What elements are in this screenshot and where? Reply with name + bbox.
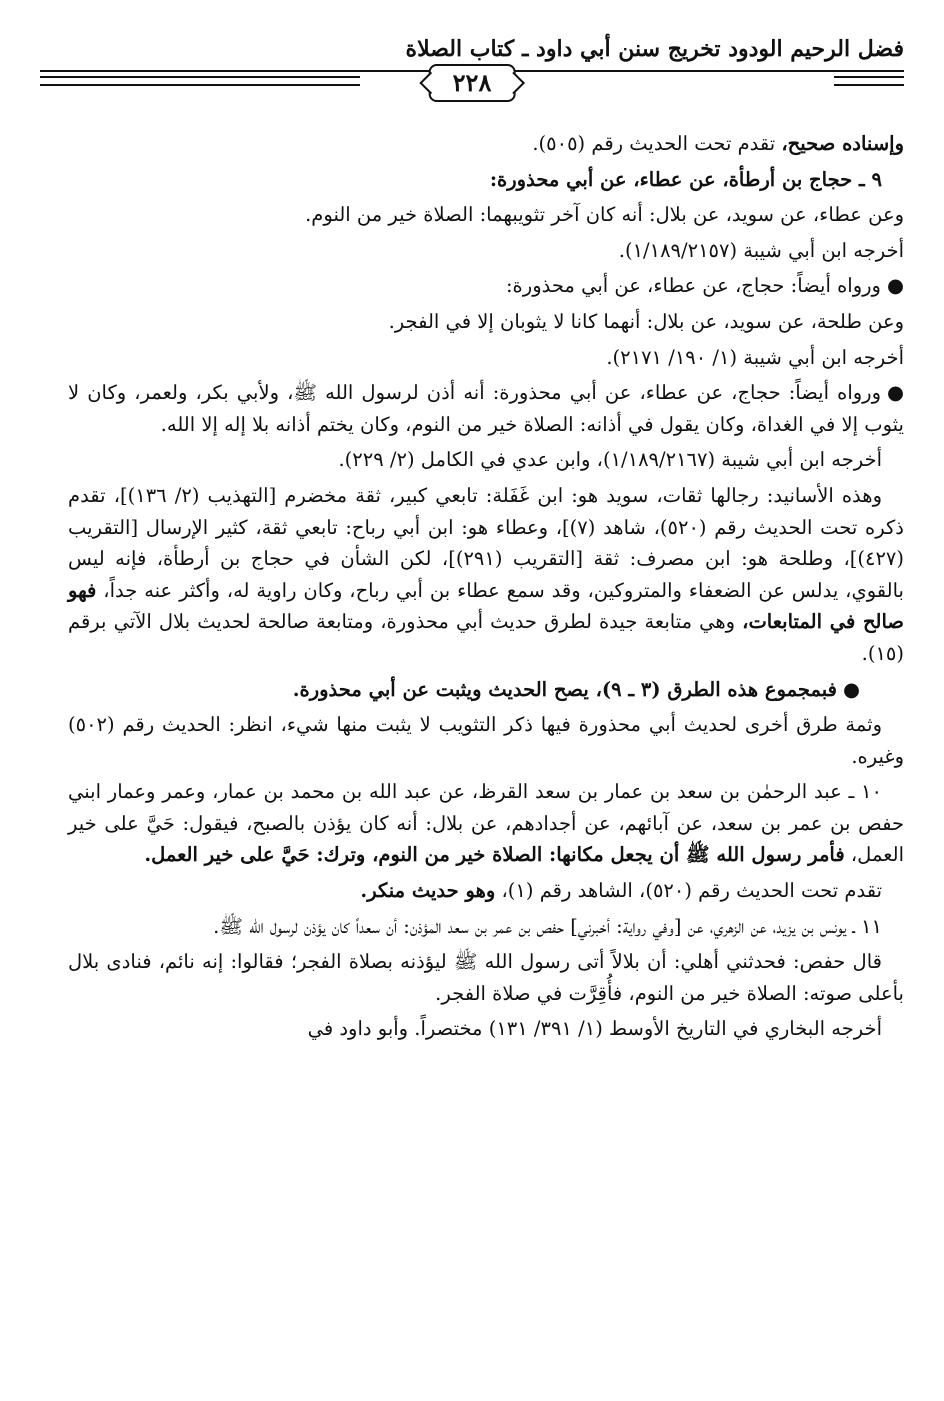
paragraph xyxy=(68,128,904,160)
paragraph-text: تقدم تحت الحديث رقم (٥٠٥). xyxy=(532,132,782,155)
paragraph-text: ورواه أيضاً: حجاج، عن عطاء، عن أبي محذورة: xyxy=(505,274,881,298)
paragraph-text: وهي متابعة جيدة لطرق حديث أبي محذورة، ومتابعة صالحة لحديث بلال الآتي برقم (١٥). xyxy=(68,610,904,665)
paragraph: وعن عطاء، عن سويد، عن بلال: أنه كان آخر تثويبهما: الصلاة خير من النوم. xyxy=(305,203,904,227)
paragraph-text: تقدم تحت الحديث رقم (٥٢٠)، الشاهد رقم (١)، xyxy=(495,879,882,903)
paragraph: أخرجه ابن أبي شيبة (١/١٨٩/٢١٦٧)، وابن عدي في الكامل (٢/ ٢٢٩). xyxy=(338,448,882,472)
bullet-icon: ● xyxy=(886,274,904,298)
paragraph xyxy=(68,674,904,706)
paragraph-text: ورواه أيضاً: حجاج، عن عطاء، عن أبي محذورة: أنه أذن لرسول الله ﷺ، ولأبي بكر، ولعمر، وكان لا يثوب إلا في الغداة، وكان يقول في أذانه: الصلاة خير من النوم، وكان يختم أذانه بلا إله إلا الله. xyxy=(68,381,904,436)
paragraph: قال حفص: فحدثني أهلي: أن بلالاً أتى رسول الله ﷺ ليؤذنه بصلاة الفجر؛ فقالوا: إنه نائم، فنادى بلال بأعلى صوته: الصلاة خير من النوم، فأُقِرَّت في صلاة الفجر. xyxy=(68,950,904,1005)
paragraph xyxy=(68,377,904,440)
paragraph xyxy=(68,875,904,907)
running-header xyxy=(40,34,904,124)
paragraph xyxy=(68,480,904,670)
paragraph xyxy=(68,776,904,871)
paragraph: ١١ ـ يونس بن يزيد، عن الزهري، عن [وفي رواية: أخبرني] حفص بن عمر بن سعد المؤذن: أن سعداً كان يؤذن لرسول الله ﷺ. xyxy=(213,914,882,938)
conclusion-text: فبمجموع هذه الطرق (٣ ـ ٩)، يصح الحديث ويثبت عن أبي محذورة. xyxy=(292,677,837,701)
paragraph: وعن طلحة، عن سويد، عن بلال: أنهما كانا لا يثوبان إلا في الفجر. xyxy=(388,309,904,333)
paragraph xyxy=(68,270,904,302)
paragraph-text: ١٠ ـ عبد الرحمٰن بن سعد بن عمار بن سعد القرظ، عن عبد الله بن محمد بن عمار، وعمر وعمار ابني حفص بن عمر بن سعد، عن آبائهم، عن أجدادهم، عن بلال: أنه كان يؤذن بالصبح، فيقول: حَيَّ على خير العمل، xyxy=(68,780,904,867)
paragraph: أخرجه ابن أبي شيبة (١/١٨٩/٢١٥٧). xyxy=(618,238,904,262)
page-body xyxy=(68,128,904,1049)
paragraph: وثمة طرق أخرى لحديث أبي محذورة فيها ذكر التثويب لا يثبت منها شيء، انظر: الحديث رقم (٥٠٢) وغيره. xyxy=(68,713,904,768)
bold-text: فأمر رسول الله ﷺ أن يجعل مكانها: الصلاة خير من النوم، وترك: حَيَّ على خير العمل. xyxy=(144,843,845,867)
paragraph: أخرجه البخاري في التاريخ الأوسط (١/ ٣٩١/ ١٣١) مختصراً. وأبو داود في xyxy=(307,1017,882,1041)
bullet-icon: ● xyxy=(886,381,904,405)
bullet-icon: ● xyxy=(842,677,860,701)
page-number xyxy=(429,64,516,102)
ornament-rule-left xyxy=(40,76,360,86)
hadith-heading: ٩ ـ حجاج بن أرطأة، عن عطاء، عن أبي محذورة: xyxy=(489,167,882,191)
paragraph: أخرجه ابن أبي شيبة (١/ ١٩٠/ ٢١٧١). xyxy=(606,345,904,369)
paragraph-text: وهذه الأسانيد: رجالها ثقات، سويد هو: ابن غَفَلة: تابعي كبير، ثقة مخضرم [التهذيب (٢/ ١٣٦)]، تقدم ذكره تحت الحديث رقم (٥٢٠)، شاهد (٧)]، وعطاء هو: ابن أبي رباح: تابعي ثقة، كثير الإرسال [التقريب (٤٢٧)]، وطلحة هو: ابن مصرف: ثقة [التقريب (٢٩١)]، لكن الشأن في حجاج بن أرطأة، فإنه ليس بالقوي، يدلس عن الضعفاء والمتروكين، وقد سمع عطاء بن أبي رباح، وكان راوية له، وأكثر عنه جداً، xyxy=(68,483,904,602)
bold-text: وهو حديث منكر. xyxy=(360,879,496,903)
running-title: فضل الرحيم الودود تخريج سنن أبي داود ـ كتاب الصلاة xyxy=(405,36,904,62)
bold-text: فهو صالح في المتابعات، xyxy=(68,578,904,634)
page-number-text: ٢٢٨ xyxy=(452,68,492,97)
ornament-rule-right xyxy=(834,76,904,86)
bold-text: وإسناده صحيح، xyxy=(781,132,904,155)
